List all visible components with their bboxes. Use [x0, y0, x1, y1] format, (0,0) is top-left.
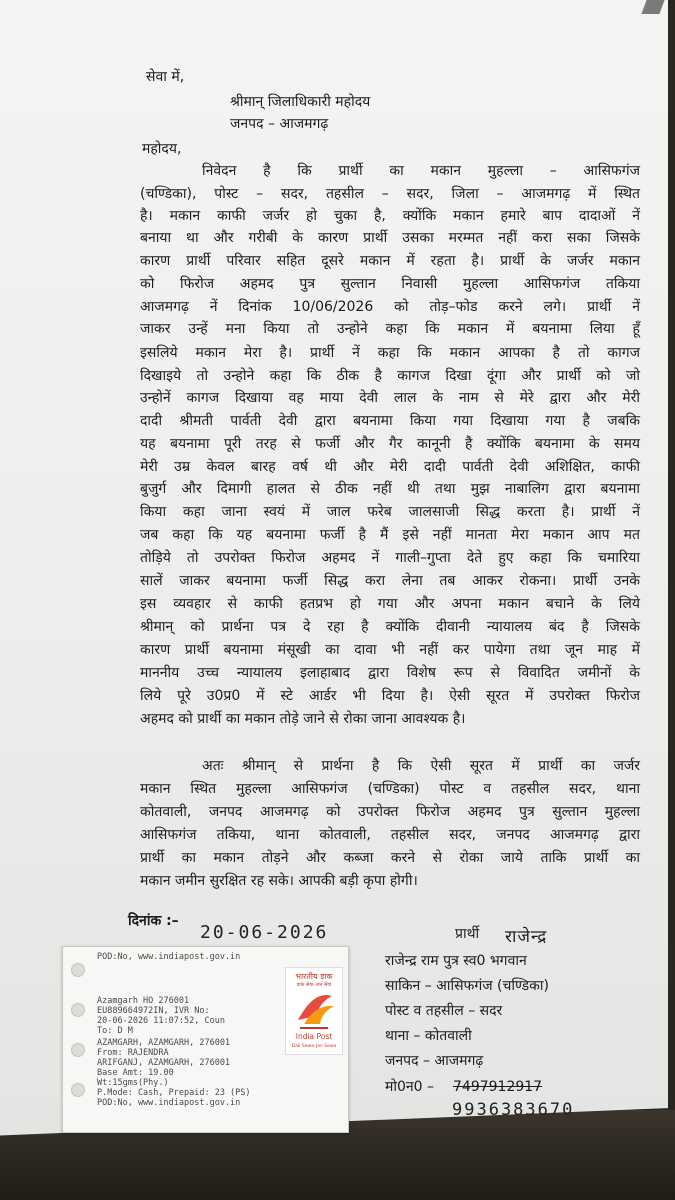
applicant-line-3: पोस्ट व तहसील – सदर — [385, 1003, 503, 1019]
mobile-handwritten: 9936383670 — [452, 1100, 575, 1120]
body-line: मेरी उम्र केवल बारह वर्ष थी और मेरी दादी पार्वती देवी अशिक्षित, काफी — [140, 459, 640, 475]
body-line: इस व्यवहार से काफी हतप्रभ हो गया और अपना मकान बचाने के लिये — [140, 596, 640, 612]
applicant-signature: राजेन्द्र — [505, 927, 548, 947]
receipt-line: Wt:15gms(Phy.) — [97, 1078, 169, 1088]
date-handwritten: 20-06-2026 — [200, 922, 329, 943]
body-line: अतः श्रीमान् से प्रार्थना है कि ऐसी सूरत में प्रार्थी का जर्जर — [202, 758, 640, 774]
applicant-line-5: जनपद – आजमगढ़ — [385, 1053, 484, 1069]
date-label: दिनांक :– — [128, 913, 179, 929]
mobile-struck: 7497912917 — [453, 1079, 543, 1095]
body-line: निवेदन है कि प्रार्थी का मकान मुहल्ला – आसिफगंज — [202, 163, 640, 179]
body-line: कारण प्रार्थी बयनामा मंसूखी का दावा भी नहीं कर पायेगा तथा जून माह में — [140, 642, 640, 658]
addressee-district: जनपद – आजमगढ़ — [230, 116, 329, 132]
mobile-label: मो0न0 – — [385, 1079, 435, 1095]
body-line: मकान स्थित मुहल्ला आसिफगंज (चण्डिका) पोस्ट व तहसील सदर, थाना — [140, 781, 640, 797]
receipt-line: 20-06-2026 11:07:52, Coun — [97, 1016, 225, 1026]
logo-english-name: India Post — [295, 1032, 333, 1041]
body-line: सालें जाकर बयनामा फर्जी सिद्ध करा लेना तब आकर रोकना। प्रार्थी उनके — [140, 573, 640, 589]
body-line: जाकर उन्हें मना किया तो उन्होने कहा कि मकान में बयनामा लिया हूँ — [140, 321, 640, 337]
body-line: बनाया था और गरीबी के कारण प्रार्थी उसका मरम्मत नहीं करा सका जिसके — [140, 230, 640, 246]
applicant-line-4: थाना – कोतवाली — [385, 1028, 472, 1044]
punch-hole — [71, 1003, 85, 1017]
body-line: उन्होनें कागज दिखाया वह माया देवी लाल के नाम से मेरे द्वारा और मेरी — [140, 390, 640, 406]
body-line: माननीय उच्च न्यायालय इलाहाबाद द्वारा विशेष रूप से विवादित जमीनों के — [140, 665, 640, 681]
body-line: श्रीमान् को प्रार्थना पत्र दे रहा है क्योंकि दीवानी न्यायालय बंद है जिसके — [140, 619, 640, 635]
india-post-logo — [285, 967, 343, 1055]
logo-hindi-tagline: डाक सेवा–जन सेवा — [296, 982, 332, 988]
applicant-label: प्रार्थी — [455, 926, 480, 942]
body-line: इसलिये मकान मेरा है। प्रार्थी नें कहा कि मकान आपका है तो कागज — [140, 345, 640, 361]
body-line: लिये पूरे उ0प्र0 में स्टे आर्डर भी दिया है। ऐसी सूरत में उपरोक्त फिरोज — [140, 688, 640, 704]
receipt-line: POD:No, www.indiapost.gov.in — [97, 952, 241, 962]
receipt-line: From: RAJENDRA — [97, 1048, 169, 1058]
body-line: को फिरोज अहमद पुत्र सुल्तान निवासी मुहल्ला आसिफगंज तकिया — [140, 276, 640, 292]
applicant-line-2: साकिन – आसिफगंज (चण्डिका) — [385, 978, 550, 994]
body-line: प्रार्थी का मकान तोड़ने और कब्जा करने से रोका जाये ताकि प्रार्थी का — [140, 850, 640, 866]
addressee-title: श्रीमान् जिलाधिकारी महोदय — [230, 94, 371, 110]
body-line: मकान जमीन सुरक्षित रह सके। आपकी बड़ी कृपा होगी। — [140, 873, 418, 889]
body-line: यह बयनामा पूरी तरह से फर्जी और गैर कानूनी है क्योंकि बयनामा के समय — [140, 436, 640, 452]
body-line: बुजुर्ग और दिमागी हालत से ठीक नहीं थी तथा मुझ नाबालिग द्वारा बयनामा — [140, 481, 640, 497]
receipt-line: AZAMGARH, AZAMGARH, 276001 — [97, 1038, 231, 1048]
receipt-line: Azamgarh HO 276001 — [97, 996, 190, 1006]
body-line: किया कहा जाना स्वयं में जाल फरेब जालसाजी सिद्ध करता है। प्रार्थी नें — [140, 504, 640, 520]
body-line: दिखाइये तो उन्होने कहा कि ठीक है कागज दिखा दूंगा और प्रार्थी को जो — [140, 368, 640, 384]
postal-receipt — [62, 946, 349, 1133]
receipt-line: EU889664972IN, IVR No: — [97, 1006, 210, 1016]
body-line: तोड़िये तो उपरोक्त फिरोज अहमद नें गाली–गुप्ता देते हुए कहा कि चमारिया — [140, 550, 640, 566]
receipt-line: ARIFGANJ, AZAMGARH, 276001 — [97, 1058, 231, 1068]
body-line: है। मकान काफी जर्जर हो चुका है, क्योंकि मकान हमारे बाप दादाओं नें — [140, 208, 640, 224]
body-line: कारण प्रार्थी परिवार सहित दूसरे मकान में रहता है। प्रार्थी के जर्जर मकान — [140, 253, 640, 269]
receipt-line: POD:No, www.indiapost.gov.in — [97, 1098, 241, 1108]
body-line: अहमद को प्रार्थी का मकान तोड़े जाने से रोका जाना आवश्यक है। — [140, 711, 466, 727]
punch-hole — [71, 963, 85, 977]
body-line: (चण्डिका), पोस्ट – सदर, तहसील – सदर, जिला – आजमगढ़ में स्थित — [140, 186, 640, 202]
receipt-line: To: D M — [97, 1026, 133, 1036]
punch-hole — [71, 1043, 85, 1057]
body-line: कोतवाली, जनपद आजमगढ़ को उपरोक्त फिरोज अहमद पुत्र सुल्तान मुहल्ला — [140, 804, 640, 820]
body-line: दादी श्रीमती पार्वती देवी द्वारा बयनामा किया गया दिखाया गया है जबकि — [140, 413, 640, 429]
salutation-to: सेवा में, — [146, 69, 185, 85]
body-line: आसिफगंज तकिया, थाना कोतवाली, तहसील सदर, जनपद आजमगढ़ द्वारा — [140, 827, 640, 843]
receipt-line: P.Mode: Cash, Prepaid: 23 (PS) — [97, 1088, 251, 1098]
greeting: महोदय, — [142, 141, 182, 157]
receipt-line: Base Amt: 19.00 — [97, 1068, 174, 1078]
applicant-line-1: राजेन्द्र राम पुत्र स्व0 भगवान — [385, 953, 527, 969]
logo-english-tagline: Dak Sewa-Jan Sewa — [291, 1044, 337, 1049]
body-line: जब कहा कि यह बयनामा फर्जी है मैं इसे नहीं मानता मेरा मकान आप मत — [140, 527, 640, 543]
logo-hindi-name: भारतीय डाक — [295, 972, 333, 981]
body-line: आजमगढ़ नें दिनांक 10/06/2026 को तोड़–फोड करने लगे। प्रार्थी नें — [140, 299, 640, 315]
punch-hole — [71, 1083, 85, 1097]
